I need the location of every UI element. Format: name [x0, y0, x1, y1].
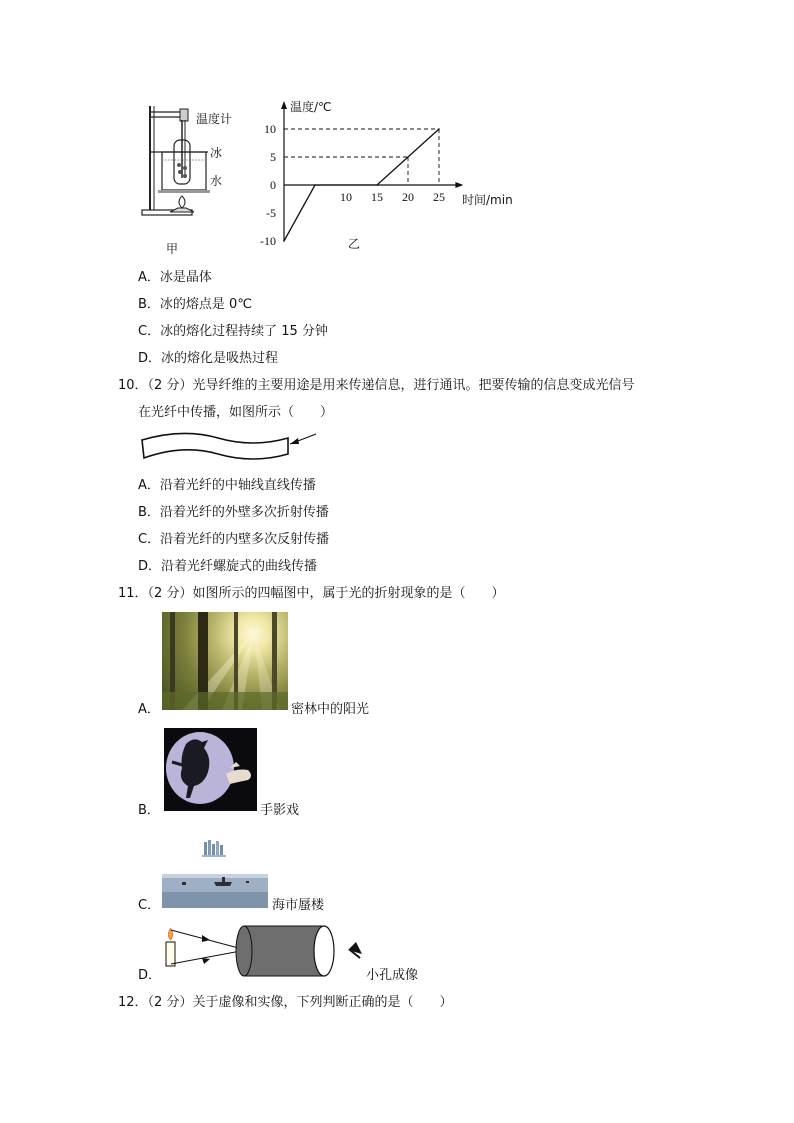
q9-option-b [138, 297, 252, 313]
option-text: 冰是晶体 [159, 270, 212, 285]
x-tick-label: 20 [402, 190, 414, 204]
q10-option-a [138, 478, 316, 494]
q9-option-d [138, 351, 278, 367]
graph-caption: 乙 [348, 237, 361, 251]
option-letter: B． [138, 297, 160, 312]
y-tick-label: -10 [260, 234, 276, 248]
temperature-point [438, 128, 440, 130]
forest-sunlight-image [162, 612, 288, 710]
option-text: 沿着光纤的中轴线直线传播 [159, 478, 316, 493]
temperature-point [376, 184, 378, 186]
option-letter: B． [138, 505, 160, 520]
option-text: 沿着光纤的外壁多次折射传播 [159, 505, 329, 520]
q12-stem: 12．（2 分）关于虚像和实像，下列判断正确的是（ ） [118, 995, 453, 1010]
apparatus-figure [138, 100, 248, 260]
q11-option-b-caption: 手影戏 [260, 803, 300, 818]
mirage-image [162, 836, 268, 908]
option-text: 沿着光纤螺旋式的曲线传播 [161, 559, 318, 574]
option-text: 冰的熔点是 0℃ [159, 297, 252, 312]
optical-fiber-figure [138, 428, 328, 468]
hand-shadow-image [164, 728, 257, 811]
option-letter: A． [138, 478, 160, 493]
q11-option-a-letter: A． [138, 702, 160, 717]
q11-stem: 11．（2 分）如图所示的四幅图中，属于光的折射现象的是（ ） [118, 586, 505, 601]
q10-stem-line2: 在光纤中传播，如图所示（ ） [138, 405, 334, 420]
q11-option-b-letter: B． [138, 803, 160, 818]
y-tick-label: -5 [266, 206, 276, 220]
q10-option-b [138, 505, 329, 521]
q11-option-a-caption: 密林中的阳光 [291, 702, 370, 717]
hand-shadow-scene [164, 728, 257, 811]
mirage-scene [162, 836, 268, 908]
pinhole-camera-figure [160, 920, 370, 984]
option-letter: D． [138, 351, 162, 366]
optical-fiber-drawing [138, 428, 328, 468]
option-letter: A． [138, 270, 160, 285]
option-letter: C． [138, 532, 161, 547]
q11-option-c-letter: C． [138, 898, 161, 913]
y-tick-label: 10 [264, 122, 276, 136]
y-tick-label: 5 [270, 150, 276, 164]
x-tick-label: 15 [371, 190, 383, 204]
q10-stem-line1: 10．（2 分）光导纤维的主要用途是用来传递信息，进行通讯。把要传输的信息变成光信号 [118, 378, 635, 393]
x-tick-label: 10 [340, 190, 352, 204]
q9-option-c [138, 324, 328, 340]
thermometer-label: 温度计 [196, 112, 233, 126]
option-letter: D． [138, 559, 162, 574]
option-text: 冰的熔化过程持续了 15 分钟 [160, 324, 328, 339]
y-axis-arrow [281, 101, 287, 109]
forest-trees [162, 612, 288, 710]
q11-option-c-caption: 海市蜃楼 [272, 898, 325, 913]
option-text: 冰的熔化是吸热过程 [161, 351, 279, 366]
option-letter: C． [138, 324, 161, 339]
temperature-graph-svg [258, 95, 528, 255]
x-axis-arrow [455, 182, 463, 188]
temperature-point [283, 240, 285, 242]
temperature-point [314, 184, 316, 186]
water-label: 水 [210, 174, 223, 188]
temperature-graph [258, 95, 528, 255]
q10-option-d [138, 559, 317, 575]
q11-option-d-caption: 小孔成像 [366, 968, 419, 983]
q10-option-c [138, 532, 329, 548]
y-tick-label: 0 [270, 178, 276, 192]
apparatus-caption: 甲 [166, 242, 179, 256]
x-tick-label: 25 [433, 190, 445, 204]
option-text: 沿着光纤的内壁多次反射传播 [160, 532, 330, 547]
pinhole-camera-drawing [160, 920, 370, 984]
ice-label: 冰 [210, 146, 223, 160]
graph-xlabel: 时间/min [462, 193, 513, 207]
q11-option-d-letter: D． [138, 968, 162, 983]
graph-ylabel: 温度/℃ [290, 100, 332, 114]
q9-option-a [138, 270, 212, 286]
